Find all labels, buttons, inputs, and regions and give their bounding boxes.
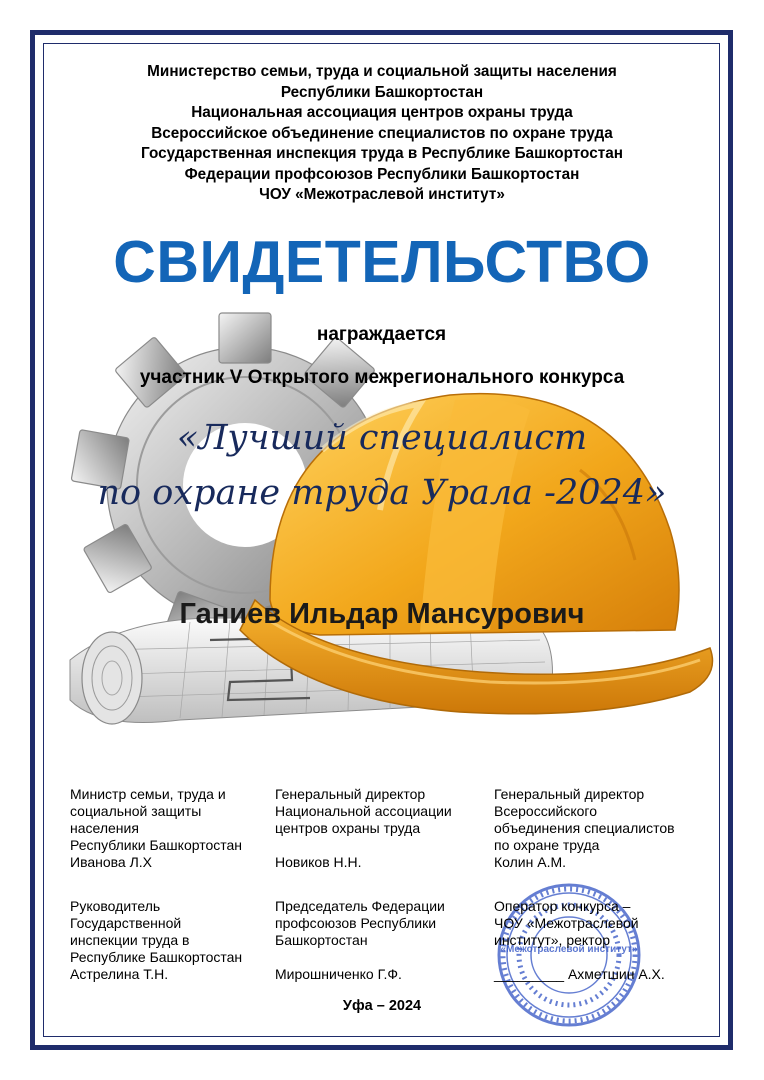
- signatory-title-line: объединения специалистов: [494, 820, 675, 836]
- organizations-header: [60, 62, 704, 206]
- signatory-title-line: Председатель Федерации: [275, 898, 445, 914]
- signatory-title-line: Всероссийского: [494, 803, 597, 819]
- signatory-title-line: Генеральный директор: [275, 786, 426, 802]
- signatory-title-line: инспекции труда в: [70, 932, 190, 948]
- signatory-title-line: Руководитель: [70, 898, 161, 914]
- signatory-name: Иванова Л.Х: [70, 854, 153, 870]
- signatory-title-line: Министр семьи, труда и: [70, 786, 226, 802]
- signatory-name: _________ Ахметшин А.Х.: [494, 966, 665, 982]
- org-line: Республики Башкортостан: [280, 83, 484, 101]
- signatory-name: Колин А.М.: [494, 854, 567, 870]
- signatory-title-line: Республики Башкортостан: [70, 837, 243, 853]
- signatory-title-line: Генеральный директор: [494, 786, 645, 802]
- signatory-name: Мирошниченко Г.Ф.: [275, 966, 402, 982]
- org-line: Всероссийское объединение специалистов по охране труда: [151, 124, 613, 142]
- signatory-title-line: населения: [70, 820, 139, 836]
- contest-name-line1: «Лучший специалист: [176, 418, 588, 458]
- org-line: Федерации профсоюзов Республики Башкортостан: [184, 165, 580, 183]
- signatory-federation-chair: [275, 898, 445, 983]
- city-year: Уфа – 2024: [342, 998, 422, 1014]
- signatory-title-line: Оператор конкурса –: [494, 898, 631, 914]
- org-line: ЧОУ «Межотраслевой институт»: [259, 186, 505, 203]
- signatory-title-line: институт», ректор: [494, 932, 611, 948]
- signatory-name: Астрелина Т.Н.: [70, 966, 169, 982]
- contest-name-line2: по охране труда Урала -2024»: [97, 473, 667, 513]
- signatory-name: Новиков Н.Н.: [275, 854, 362, 870]
- signatory-title-line: Башкортостан: [275, 932, 368, 948]
- org-line: Министерство семьи, труда и социальной защиты населения: [147, 63, 617, 80]
- certificate-title: СВИДЕТЕЛЬСТВО: [113, 229, 651, 295]
- signatory-title-line: центров охраны труда: [275, 820, 421, 836]
- signatory-title-line: по охране труда: [494, 837, 600, 853]
- signatory-title-line: Республике Башкортостан: [70, 949, 243, 965]
- signatory-nacot-director: [275, 786, 452, 871]
- signatory-title-line: Национальной ассоциации: [275, 803, 452, 819]
- signatory-operator: [494, 898, 665, 983]
- signatory-vost-director: [494, 786, 675, 871]
- org-line: Национальная ассоциация центров охраны труда: [191, 104, 573, 121]
- recipient-name: Ганиев Ильдар Мансурович: [179, 598, 585, 630]
- signatory-title-line: социальной защиты: [70, 803, 202, 819]
- signatory-inspection-head: [70, 898, 242, 983]
- signatory-title-line: ЧОУ «Межотраслевой: [494, 915, 639, 931]
- signatory-title-line: профсоюзов Республики: [275, 915, 437, 931]
- awarded-text: награждается: [316, 324, 447, 345]
- signatory-title-line: Государственной: [70, 915, 182, 931]
- org-line: Государственная инспекция труда в Республике Башкортостан: [141, 145, 623, 162]
- signatory-minister: [70, 786, 242, 871]
- participant-text: участник V Открытого межрегионального конкурса: [139, 367, 625, 388]
- stamp-text: «Межотраслевой институт»: [500, 944, 638, 955]
